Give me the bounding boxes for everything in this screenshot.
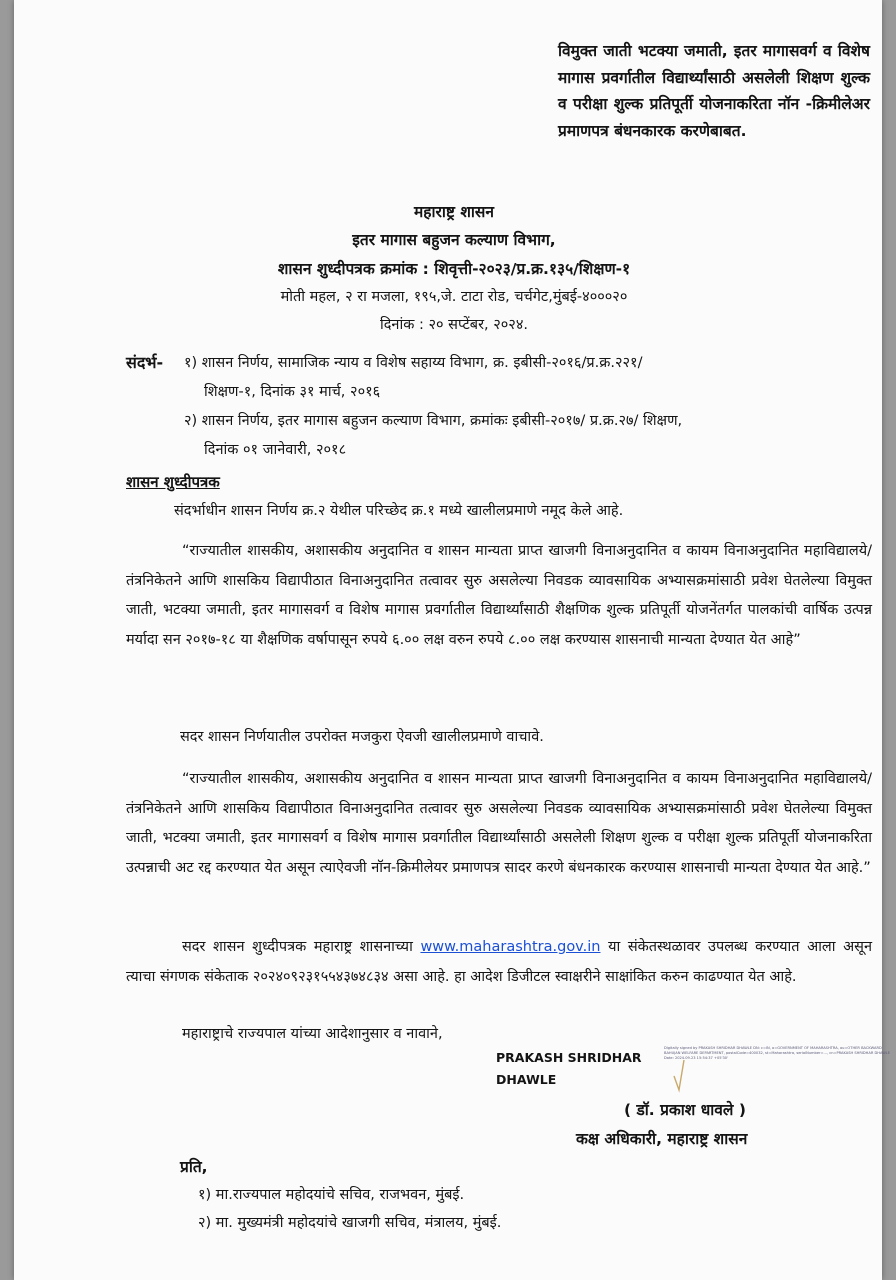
recipients-label: प्रति,	[180, 1158, 208, 1176]
correction-instruction: सदर शासन निर्णयातील उपरोक्त मजकुरा ऐवजी खालीलप्रमाणे वाचावे.	[180, 729, 544, 745]
website-link[interactable]: www.maharashtra.gov.in	[420, 939, 601, 955]
recipient-1: १) मा.राज्यपाल महोदयांचे सचिव, राजभवन, मुंबई.	[198, 1187, 465, 1203]
govt-name: महाराष्ट्र शासन	[414, 203, 494, 221]
publication-paragraph	[126, 933, 872, 992]
recipient-2: २) मा. मुख्यमंत्री महोदयांचे खाजगी सचिव, मंत्रालय, मुंबई.	[198, 1215, 502, 1231]
publication-text-end: या संकेतस्थळावर उपलब्ध करण्यात आला असून त्याचा संगणक संकेताक २०२४०९२३१५५४३७४८३४ असा आहे. हा आदेश डिजीटल स्वाक्षरीने साक्षांकित करुन काढण्यात येत आहे.	[126, 939, 873, 985]
signatory-name: ( डॉ. प्रकाश धावले )	[624, 1101, 746, 1119]
reference-1-line-1: १) शासन निर्णय, सामाजिक न्याय व विशेष सहाय्य विभाग, क्र. इबीसी-२०१६/प्र.क्र.२२१/	[184, 355, 643, 371]
original-text-quote: “राज्यातील शासकीय, अशासकीय अनुदानित व शासन मान्यता प्राप्त खाजगी विनाअनुदानित व कायम विनाअनुदानित महाविद्यालये/तंत्रनिकेतने आणि शासकिय विद्यापीठात विनाअनुदानित तत्वावर सुरु असलेल्या निवडक व्यावसायिक अभ्यासक्रमांसाठी प्रवेश घेतलेल्या विमुक्त जाती, भटक्या जमाती, इतर मागासवर्ग व विशेष मागास प्रवर्गातील विद्यार्थ्यांसाठी शैक्षणिक शुल्क प्रतिपूर्ती योजनेंतर्गत पालकांची वार्षिक उत्पन्न मर्यादा सन २०१७-१८ या शैक्षणिक वर्षापासून रुपये ६.०० लक्ष वरुन रुपये ८.०० लक्ष करण्यास शासनाची मान्यता देण्यात येत आहे”	[126, 543, 872, 648]
references-label: संदर्भ-	[126, 353, 164, 372]
reference-2-line-1: २) शासन निर्णय, इतर मागास बहुजन कल्याण विभाग, क्रमांकः इबीसी-२०१७/ प्र.क्र.२७/ शिक्षण,	[184, 413, 683, 429]
closing-line: महाराष्ट्राचे राज्यपाल यांच्या आदेशानुसार व नावाने,	[182, 1026, 443, 1042]
document-number: शासन शुध्दीपत्रक क्रमांक : शिवृत्ती-२०२३/प्र.क्र.१३५/शिक्षण-१	[277, 260, 631, 278]
subject-text: विमुक्त जाती भटक्या जमाती, इतर मागासवर्ग व विशेष मागास प्रवर्गातील विद्यार्थ्यांसाठी असलेली शिक्षण शुल्क व परीक्षा शुल्क प्रतिपूर्ती योजनाकरिता नॉन -क्रिमीलेअर प्रमाणपत्र बंधनकारक करणेबाबत.	[558, 42, 870, 140]
intro-paragraph: संदर्भाधीन शासन निर्णय क्र.२ येथील परिच्छेद क्र.१ मध्ये खालीलप्रमाणे नमूद केले आहे.	[174, 503, 624, 519]
document-page	[14, 0, 891, 1280]
signer-name-line-2: DHAWLE	[496, 1072, 557, 1087]
signer-name-block	[496, 1047, 656, 1091]
reference-2-line-2: दिनांक ०१ जानेवारी, २०१८	[204, 442, 347, 458]
section-heading: शासन शुध्दीपत्रक	[126, 473, 220, 491]
digital-signature-stamp: Digitally signed by PRAKASH SHRIDHAR DHAWLE DN: c=IN, o=GOVERNMENT OF MAHARASHTRA, ou=OTHER BACKWARD BAHUJAN WELFARE DEPARTMENT, postalCode=400032, st=Maharashtra, serialNumber=..., cn=PRAKASH SHRIDHAR DHAWLE Date: 2024.09.23 15:54:37 +05'30'	[664, 1046, 891, 1060]
publication-text-start: सदर शासन शुध्दीपत्रक महाराष्ट्र शासनाच्या	[182, 939, 413, 955]
department-name: इतर मागास बहुजन कल्याण विभाग,	[352, 231, 556, 249]
reference-1-line-2: शिक्षण-१, दिनांक ३१ मार्च, २०१६	[204, 384, 381, 400]
corrected-text-quote: “राज्यातील शासकीय, अशासकीय अनुदानित व शासन मान्यता प्राप्त खाजगी विनाअनुदानित व कायम विनाअनुदानित महाविद्यालये/तंत्रनिकेतने आणि शासकिय विद्यापीठात विनाअनुदानित तत्वावर सुरु असलेल्या निवडक व्यावसायिक अभ्यासक्रमांसाठी प्रवेश घेतलेल्या विमुक्त जाती, भटक्या जमाती, इतर मागासवर्ग व विशेष मागास प्रवर्गातील विद्यार्थ्यांसाठी असलेली शिक्षण शुल्क व परीक्षा शुल्क प्रतिपूर्ती योजनाकरिता उत्पन्नाची अट रद्द करण्यात येत असून त्याऐवजी नॉन-क्रिमीलेयर प्रमाणपत्र सादर करणे बंधनकारक करण्यास शासनाची मान्यता देण्यात येत आहे.”	[126, 771, 872, 876]
office-address: मोती महल, २ रा मजला, १९५,जे. टाटा रोड, चर्चगेट,मुंबई-४०००२०	[280, 289, 628, 305]
signatory-designation: कक्ष अधिकारी, महाराष्ट्र शासन	[576, 1130, 748, 1148]
document-date: दिनांक : २० सप्टेंबर, २०२४.	[379, 317, 529, 333]
signer-name-line-1: PRAKASH SHRIDHAR	[496, 1050, 642, 1065]
